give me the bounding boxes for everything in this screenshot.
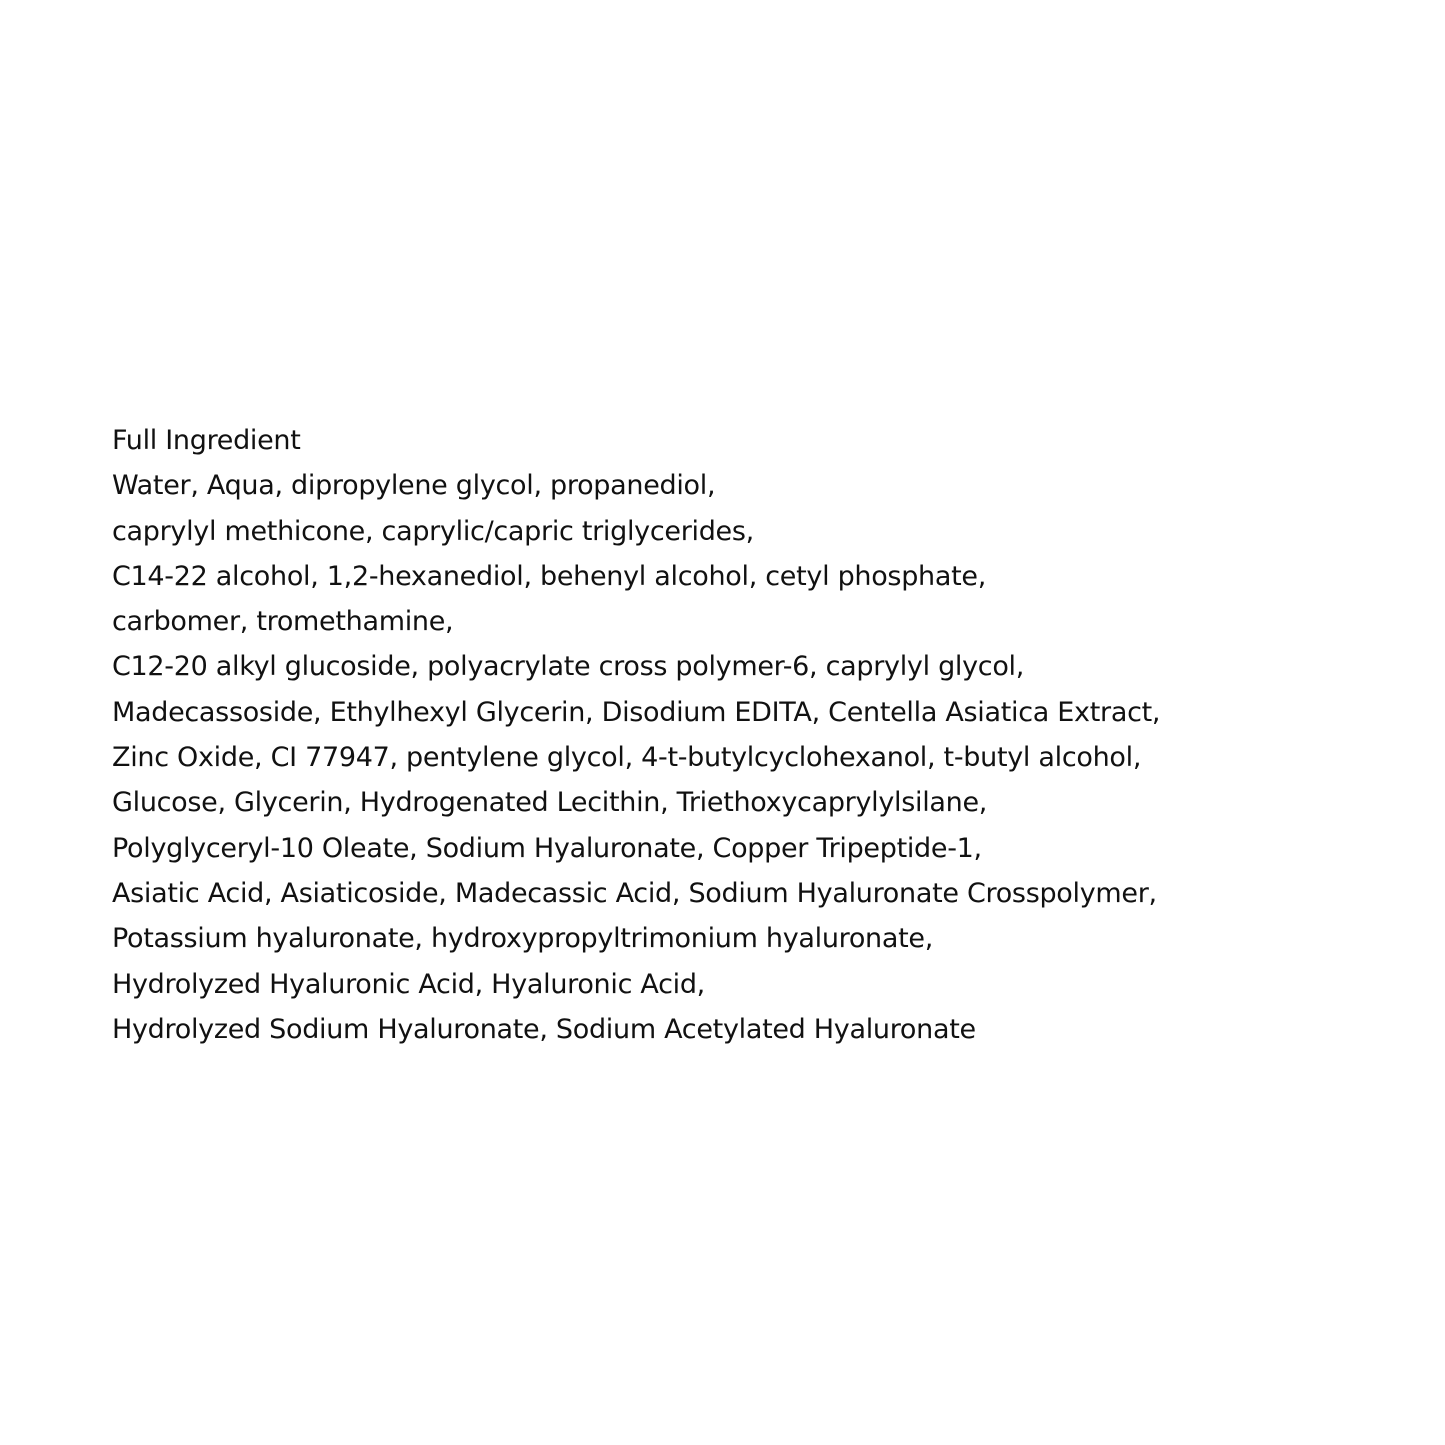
ingredient-line: Potassium hyaluronate, hydroxypropyltrimonium hyaluronate, <box>112 923 933 955</box>
ingredient-line: Madecassoside, Ethylhexyl Glycerin, Disodium EDITA, Centella Asiatica Extract, <box>112 696 1161 728</box>
ingredient-line: Hydrolyzed Hyaluronic Acid, Hyaluronic Acid, <box>112 968 705 1000</box>
ingredient-line: carbomer, tromethamine, <box>112 606 454 638</box>
ingredient-line: C14-22 alcohol, 1,2-hexanediol, behenyl alcohol, cetyl phosphate, <box>112 560 986 592</box>
ingredient-line: Glucose, Glycerin, Hydrogenated Lecithin, Triethoxycaprylylsilane, <box>112 787 988 819</box>
ingredient-line: Hydrolyzed Sodium Hyaluronate, Sodium Acetylated Hyaluronate <box>112 1013 976 1045</box>
ingredient-line: C12-20 alkyl glucoside, polyacrylate cross polymer-6, caprylyl glycol, <box>112 651 1025 683</box>
ingredient-line: caprylyl methicone, caprylic/capric triglycerides, <box>112 515 754 547</box>
ingredient-heading: Full Ingredient <box>112 425 301 456</box>
ingredient-line: Zinc Oxide, CI 77947, pentylene glycol, 4-t-butylcyclohexanol, t-butyl alcohol, <box>112 742 1142 774</box>
ingredient-line: Water, Aqua, dipropylene glycol, propanediol, <box>112 470 716 502</box>
ingredient-line: Polyglyceryl-10 Oleate, Sodium Hyaluronate, Copper Tripeptide-1, <box>112 832 982 864</box>
ingredient-list <box>112 418 1412 1052</box>
ingredient-line: Asiatic Acid, Asiaticoside, Madecassic Acid, Sodium Hyaluronate Crosspolymer, <box>112 877 1157 909</box>
